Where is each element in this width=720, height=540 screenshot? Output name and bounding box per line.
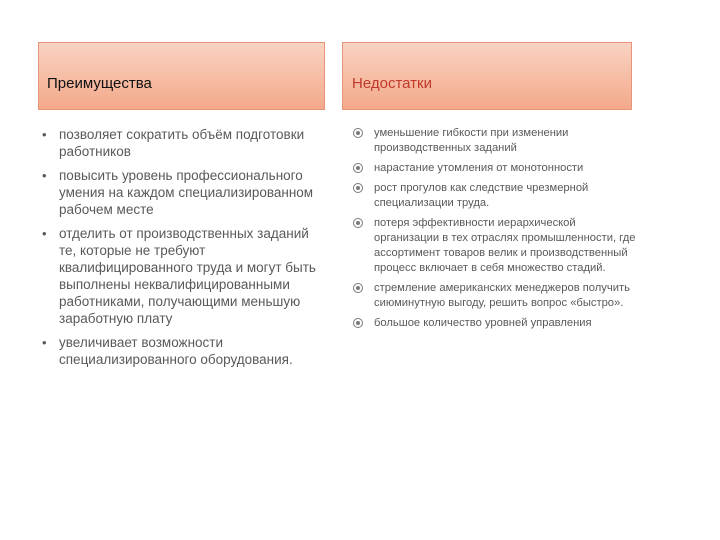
disadvantage-text: большое количество уровней управления bbox=[374, 317, 592, 329]
disadvantage-item bbox=[352, 281, 637, 311]
circle-bullet-icon bbox=[353, 318, 363, 328]
disadvantage-item bbox=[352, 216, 637, 276]
disadvantage-item bbox=[352, 181, 637, 211]
disadvantage-item bbox=[352, 126, 637, 156]
advantage-item bbox=[42, 167, 322, 218]
disadvantage-text: стремление американских менеджеров получить сиюминутную выгоду, решить вопрос «быстро». bbox=[374, 282, 630, 309]
disadvantages-list bbox=[352, 126, 637, 336]
bullet-dot-icon: • bbox=[42, 127, 47, 142]
advantages-list bbox=[42, 126, 322, 375]
disadvantage-text: нарастание утомления от монотонности bbox=[374, 162, 584, 174]
advantage-item bbox=[42, 126, 322, 160]
disadvantages-title: Недостатки bbox=[352, 75, 432, 92]
disadvantage-text: рост прогулов как следствие чрезмерной специализации труда. bbox=[374, 182, 589, 209]
disadvantages-header bbox=[342, 42, 632, 110]
disadvantage-text: потеря эффективности иерархической организации в тех отраслях промышленности, где ассортимент товаров велик и производственный процесс включает в себя множество стадий. bbox=[374, 217, 636, 274]
circle-bullet-icon bbox=[353, 283, 363, 293]
advantage-text: позволяет сократить объём подготовки работников bbox=[59, 127, 305, 159]
bullet-dot-icon: • bbox=[42, 226, 47, 241]
circle-bullet-icon bbox=[353, 218, 363, 228]
disadvantage-item bbox=[352, 161, 637, 176]
advantage-text: повысить уровень профессионального умения на каждом специализированном рабочем месте bbox=[59, 168, 314, 217]
circle-bullet-icon bbox=[353, 163, 363, 173]
disadvantage-item bbox=[352, 316, 637, 331]
advantages-title: Преимущества bbox=[47, 75, 152, 92]
advantages-header bbox=[38, 42, 325, 110]
bullet-dot-icon: • bbox=[42, 335, 47, 350]
bullet-dot-icon: • bbox=[42, 168, 47, 183]
disadvantage-text: уменьшение гибкости при изменении производственных заданий bbox=[374, 127, 569, 154]
advantage-item bbox=[42, 225, 322, 327]
advantage-text: увеличивает возможности специализированного оборудования. bbox=[59, 335, 293, 367]
advantage-item bbox=[42, 334, 322, 368]
circle-bullet-icon bbox=[353, 183, 363, 193]
circle-bullet-icon bbox=[353, 128, 363, 138]
advantage-text: отделить от производственных заданий те, которые не требуют квалифицированного труда и могут быть выполнены неквалифицированными работниками, получающими меньшую заработную плату bbox=[59, 226, 316, 326]
